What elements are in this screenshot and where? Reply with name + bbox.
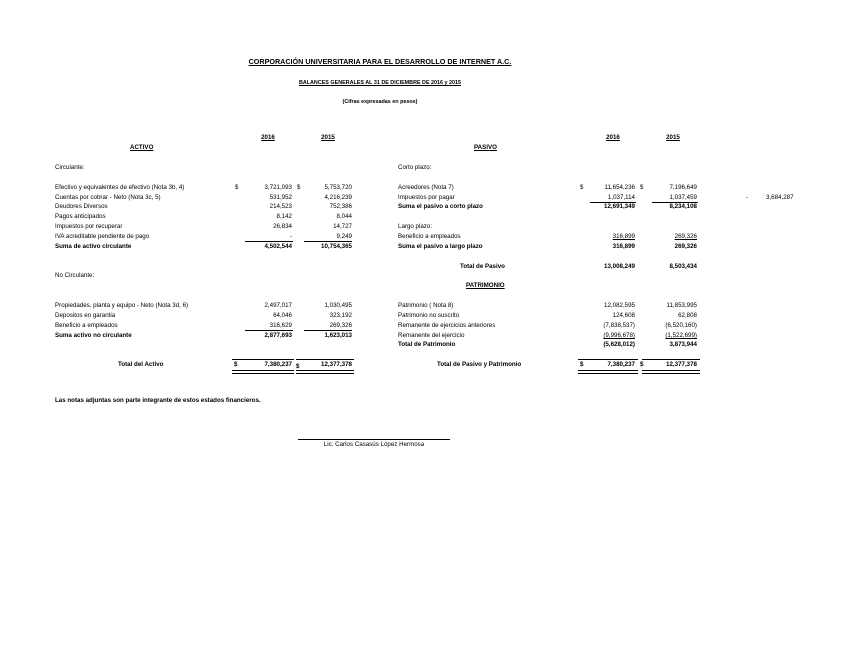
total-pasivo-label: Total de Pasivo xyxy=(460,263,505,270)
activo-nc-row-2016: 316,629 xyxy=(269,322,292,329)
currency-sign: $ xyxy=(640,361,644,368)
col-2015-activo: 2015 xyxy=(321,134,335,141)
activo-row-label: Efectivo y equivalentes de efectivo (Nota 3b, 4) xyxy=(55,184,185,191)
currency-note: (Cifras expresadas en pesos) xyxy=(342,99,418,105)
signature-name: Lic. Carlos Casasús López Hermosa xyxy=(323,441,425,448)
activo-nc-row-2015: 269,326 xyxy=(329,322,352,329)
patrimonio-row-label: Remanente del ejercicio xyxy=(398,332,465,339)
largo-plazo-label: Largo plazo: xyxy=(398,223,433,230)
activo-row-label: Deudores Diversos xyxy=(55,203,108,210)
total-activo-label: Total del Activo xyxy=(118,361,164,368)
activo-row-2016: - xyxy=(289,233,292,240)
activo-row-2016: 3,721,093 xyxy=(264,184,292,191)
suma-circulante-label: Suma de activo circulante xyxy=(55,243,132,250)
patrimonio-row-2016: (9,996,678) xyxy=(603,332,635,339)
total-activo-2016: 7,380,237 xyxy=(264,361,292,368)
subtotal-rule xyxy=(304,330,352,331)
total-rule xyxy=(232,359,294,360)
patrimonio-row-2015: 62,808 xyxy=(678,312,697,319)
currency-sign: $ xyxy=(640,184,644,191)
activo-nc-row-2016: 64,046 xyxy=(273,312,292,319)
total-patrimonio-2016: (5,628,012) xyxy=(603,341,635,348)
grand-total-2015: 12,377,378 xyxy=(666,361,697,368)
pasivo-row-2015: 7,196,649 xyxy=(669,184,697,191)
total-double-rule xyxy=(296,370,354,374)
activo-nc-row-label: Beneficio a empleados xyxy=(55,322,118,329)
total-double-rule xyxy=(642,370,700,374)
currency-sign: $ xyxy=(234,361,238,368)
activo-row-2016: 531,952 xyxy=(269,194,292,201)
activo-nc-row-2016: 2,497,017 xyxy=(264,302,292,309)
patrimonio-row-label: Patrimonio ( Nota 8) xyxy=(398,302,454,309)
activo-row-label: Cuentas por cobrar - Neto (Nota 3c, 5) xyxy=(55,194,161,201)
activo-row-label: IVA acreditable pendiente de pago xyxy=(55,233,150,240)
activo-row-label: Impuestos por recuperar xyxy=(55,223,123,230)
side-dash: - xyxy=(746,194,749,201)
suma-no-circulante-2015: 1,623,013 xyxy=(324,332,352,339)
footer-notes: Las notas adjuntas son parte integrante de estos estados financieros. xyxy=(55,397,261,404)
total-patrimonio-label: Total de Patrimonio xyxy=(398,341,456,348)
pasivo-row-2015: 1,037,459 xyxy=(669,194,697,201)
pasivo-row-2016: 1,037,114 xyxy=(607,194,635,201)
suma-circulante-2016: 4,502,544 xyxy=(264,243,292,250)
circulante-label: Circulante: xyxy=(55,164,85,171)
activo-row-2015: 4,216,239 xyxy=(324,194,352,201)
total-rule xyxy=(296,359,354,360)
side-value: 3,684,287 xyxy=(766,194,794,201)
currency-sign: $ xyxy=(297,184,301,191)
patrimonio-row-2016: 12,082,595 xyxy=(604,302,635,309)
total-rule xyxy=(578,359,638,360)
col-2016-pasivo: 2016 xyxy=(606,134,620,141)
suma-largo-2015: 269,326 xyxy=(674,243,697,250)
pasivo-largo-row-2016: 316,899 xyxy=(612,233,635,240)
total-patrimonio-2015: 3,873,944 xyxy=(669,341,697,348)
patrimonio-row-label: Patrimonio no suscrito xyxy=(398,312,460,319)
patrimonio-row-2015: (6,520,160) xyxy=(665,322,697,329)
total-double-rule xyxy=(578,370,638,374)
activo-heading: ACTIVO xyxy=(130,144,154,151)
pasivo-row-2016: 11,654,236 xyxy=(604,184,635,191)
currency-sign: $ xyxy=(296,363,300,370)
total-pasivo-2015: 8,503,434 xyxy=(669,263,697,270)
patrimonio-row-2016: (7,838,537) xyxy=(603,322,635,329)
company-title: CORPORACIÓN UNIVERSITARIA PARA EL DESARROLLO DE INTERNET A.C. xyxy=(248,57,512,66)
activo-row-2016: 8,142 xyxy=(276,213,292,220)
activo-row-2015: 8,044 xyxy=(336,213,352,220)
activo-row-2015: 14,727 xyxy=(333,223,352,230)
currency-sign: $ xyxy=(580,361,584,368)
suma-no-circulante-label: Suma activo no circulante xyxy=(55,332,132,339)
activo-nc-row-label: Depositos en garantia xyxy=(55,312,116,319)
patrimonio-row-2015: (1,522,699) xyxy=(665,332,697,339)
activo-row-2015: 9,249 xyxy=(336,233,352,240)
activo-row-2016: 214,523 xyxy=(269,203,292,210)
activo-row-label: Pagos anticipados xyxy=(55,213,106,220)
pasivo-row-label: Impuestos por pagar xyxy=(398,194,455,201)
suma-no-circulante-2016: 2,877,693 xyxy=(264,332,292,339)
patrimonio-row-2016: 124,608 xyxy=(612,312,635,319)
activo-row-2015: 5,753,720 xyxy=(324,184,352,191)
no-circulante-label: No Circulante: xyxy=(55,272,95,279)
pasivo-heading: PASIVO xyxy=(474,144,497,151)
total-rule xyxy=(642,359,700,360)
patrimonio-row-2015: 11,853,995 xyxy=(666,302,697,309)
pasivo-largo-row-2015: 269,326 xyxy=(674,233,697,240)
subtotal-rule xyxy=(245,241,293,242)
suma-corto-2015: 8,234,108 xyxy=(669,203,697,210)
corto-plazo-label: Corto plazo: xyxy=(398,164,432,171)
activo-nc-row-2015: 1,030,495 xyxy=(324,302,352,309)
col-2015-pasivo: 2015 xyxy=(666,134,680,141)
currency-sign: $ xyxy=(235,184,239,191)
total-activo-2015: 12,377,378 xyxy=(321,361,352,368)
total-pasivo-2016: 13,008,249 xyxy=(604,263,635,270)
report-subtitle: BALANCES GENERALES AL 31 DE DICIEMBRE DE 2016 y 2015 xyxy=(298,80,462,86)
signature-line xyxy=(298,439,450,440)
activo-row-2015: 752,386 xyxy=(329,203,352,210)
subtotal-rule xyxy=(304,241,352,242)
patrimonio-heading: PATRIMONIO xyxy=(466,282,505,289)
suma-circulante-2015: 10,754,365 xyxy=(321,243,352,250)
activo-row-2016: 26,834 xyxy=(273,223,292,230)
total-double-rule xyxy=(232,370,294,374)
activo-nc-row-2015: 323,192 xyxy=(329,312,352,319)
subtotal-rule xyxy=(245,330,293,331)
pasivo-largo-row-label: Beneficio a empleados xyxy=(398,233,461,240)
grand-total-2016: 7,380,237 xyxy=(607,361,635,368)
currency-sign: $ xyxy=(580,184,584,191)
suma-corto-2016: 12,691,349 xyxy=(604,203,635,210)
suma-largo-2016: 316,899 xyxy=(612,243,635,250)
patrimonio-row-label: Remanente de ejercicios anteriores xyxy=(398,322,496,329)
suma-corto-label: Suma el pasivo a corto plazo xyxy=(398,203,483,210)
suma-largo-label: Suma el pasivo a largo plazo xyxy=(398,243,483,250)
pasivo-row-label: Acreedores (Nota 7) xyxy=(398,184,454,191)
activo-nc-row-label: Propiedades, planta y equipo - Neto (Nota 3d, 6) xyxy=(55,302,189,309)
col-2016-activo: 2016 xyxy=(261,134,275,141)
grand-total-label: Total de Pasivo y Patrimonio xyxy=(437,361,522,368)
